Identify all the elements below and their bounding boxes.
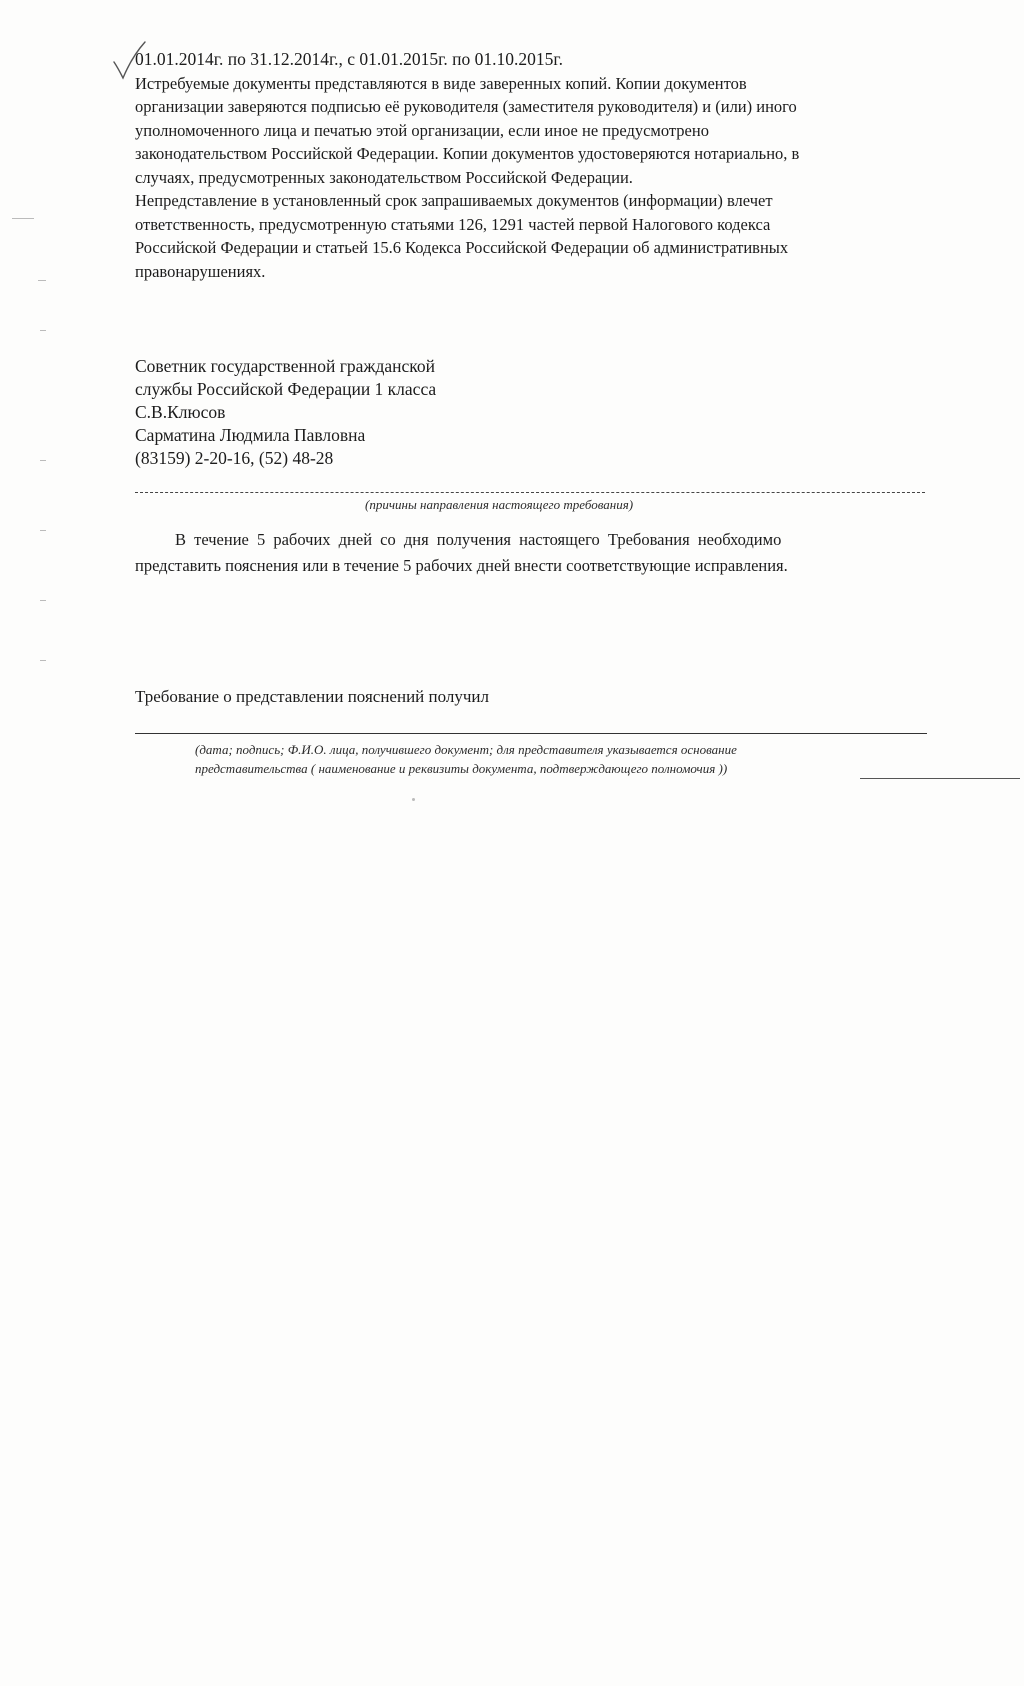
scan-speck — [40, 530, 46, 531]
scan-speck — [40, 660, 46, 661]
signatory-block — [135, 355, 935, 470]
reasons-dashed-line — [135, 492, 925, 493]
text-line: Непредставление в установленный срок запрашиваемых документов (информации) влечет — [135, 191, 773, 210]
text-line: Российской Федерации и статьей 15.6 Кодекса Российской Федерации об административных — [135, 238, 789, 257]
text-line: организации заверяются подписью её руководителя (заместителя руководителя) и (или) иного — [135, 97, 797, 116]
requirements-text-block — [135, 48, 935, 283]
received-label: Требование о представлении пояснений получил — [135, 687, 490, 706]
scan-speck — [40, 460, 46, 461]
signature-caption-line: представительства ( наименование и реквизиты документа, подтверждающего полномочия )) — [195, 761, 728, 776]
text-line: случаях, предусмотренных законодательством Российской Федерации. — [135, 167, 633, 187]
text-line: Истребуемые документы представляются в виде заверенных копий. Копии документов — [135, 73, 747, 93]
signature-caption-line: (дата; подпись; Ф.И.О. лица, получившего документ; для представителя указывается основание — [195, 742, 737, 757]
scan-speck — [40, 600, 46, 601]
signature-caption — [195, 740, 737, 778]
signatory-position: службы Российской Федерации 1 класса — [135, 379, 437, 399]
period-line: 01.01.2014г. по 31.12.2014г., с 01.01.2015г. по 01.10.2015г. — [135, 49, 563, 69]
executor-phone: (83159) 2-20-16, (52) 48-28 — [135, 448, 334, 468]
text-line: уполномоченного лица и печатью этой организации, если иное не предусмотрено — [135, 120, 709, 140]
signature-line — [135, 733, 927, 734]
text-line: правонарушениях. — [135, 261, 266, 281]
deadline-paragraph — [135, 527, 925, 579]
signatory-position: Советник государственной гражданской — [135, 356, 436, 376]
text-line: ответственность, предусмотренную статьями 126, 1291 частей первой Налогового кодекса — [135, 214, 771, 234]
scan-speck — [12, 218, 34, 219]
reasons-caption: (причины направления настоящего требования) — [365, 497, 634, 512]
scan-speck — [38, 280, 46, 281]
signatory-name: С.В.Клюсов — [135, 402, 226, 422]
scan-speck — [412, 798, 415, 801]
text-line: законодательством Российской Федерации. Копии документов удостоверяются нотариально, в — [135, 144, 800, 163]
deadline-line: В течение 5 рабочих дней со дня получения настоящего Требования необходимо — [175, 530, 782, 549]
scan-speck — [40, 330, 46, 331]
scan-edge-line — [860, 778, 1020, 779]
executor-name: Сарматина Людмила Павловна — [135, 425, 366, 445]
deadline-line: представить пояснения или в течение 5 рабочих дней внести соответствующие исправления. — [135, 556, 788, 575]
